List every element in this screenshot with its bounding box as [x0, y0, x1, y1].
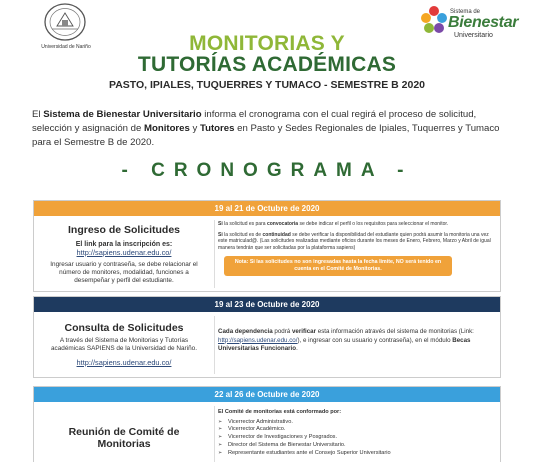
consulta-mid1: podrá — [272, 328, 292, 335]
rule-continuidad — [218, 232, 498, 252]
intro-tutores: Tutores — [199, 123, 235, 134]
block-title-comite: Reunión de Comité de Monitorias — [68, 426, 180, 450]
list-item: ➢ Director del Sistema de Bienestar Universitario. — [218, 442, 498, 450]
consulta-bold1: Cada dependencia — [218, 328, 273, 335]
consulta-mid2: esta información através del sistema de monitorias (Link: — [316, 328, 474, 335]
consulta-instructions — [218, 328, 498, 354]
intro-mid1: informa el cronograma con el cual regirá el proceso de solicitud, selección y asignación de — [32, 109, 477, 134]
block-desc-consulta: A través del Sistema de Monitorias y Tutorías académicas SAPIENS de la Universidad de Nariño. — [51, 337, 197, 352]
schedule-block-comite — [33, 386, 501, 462]
block-title-ingreso: Ingreso de Solicitudes — [67, 224, 181, 236]
sapiens-link-consulta[interactable]: http://sapiens.udenar.edu.co/ — [76, 358, 172, 367]
consulta-bold2: verificar — [291, 328, 317, 335]
link-label-ingreso: El link para la inscripción es: — [75, 241, 173, 248]
sapiens-link-ingreso[interactable]: http://sapiens.udenar.edu.co/ — [76, 248, 172, 257]
comite-members-list — [218, 419, 498, 458]
date-bar-comite: 22 al 26 de Octubre de 2020 — [34, 387, 500, 402]
intro-monitores: Monitores — [144, 123, 190, 134]
intro-pre: El — [32, 109, 44, 120]
rule2-post: se debe verificar la disponibilidad del estudiante quien podrá asumir la monitoria una vez este matriculad@. (Las solicitudes realizadas mediante oficios durante los meses de Enero, Febrero, Marzo y Abril de igual manera tendrán que ser solicitadas por la plataforma sapiens) — [218, 231, 491, 251]
date-bar-ingreso: 19 al 21 de Octubre de 2020 — [34, 201, 500, 216]
page-title-line2: TUTORÍAS ACADÉMICAS — [137, 53, 397, 76]
consulta-bold3: Becas Universitarias Funcionario — [218, 336, 471, 352]
rule2-bold: continuidad — [262, 231, 291, 238]
intro-paragraph — [32, 108, 502, 150]
rule1-bold: convocatoria — [266, 221, 299, 227]
rule1-post: se debe indicar el perfil o los requisitos para seleccionar el monitor. — [298, 221, 449, 227]
bienestar-sys-label: Sistema de — [450, 9, 481, 15]
university-name: Universidad de Nariño — [41, 44, 91, 50]
schedule-block-ingreso — [33, 200, 501, 292]
schedule-block-consulta — [33, 296, 501, 378]
comite-intro: El Comité de monitorias está conformado por: — [218, 409, 342, 415]
list-item: ➢ Vicerrector Académico. — [218, 426, 498, 434]
page-title-line1: MONITORIAS Y — [189, 32, 345, 55]
date-bar-consulta: 19 al 23 de Octubre de 2020 — [34, 297, 500, 312]
rule2-si: Si — [218, 231, 223, 238]
consulta-end: . — [296, 345, 298, 352]
consulta-inline-link[interactable]: http://sapiens.udenar.edu.co/ — [218, 336, 298, 344]
deadline-note: Nota: Si las solicitudes no son ingresadas hasta la fecha limite, NO será tenido en cuenta en el Comité de Monitorias. — [224, 256, 452, 276]
rule1-mid: la solicitud es para — [222, 221, 267, 227]
list-item: ➢ Vicerrector Administrativo. — [218, 419, 498, 427]
list-item: ➢ Vicerrector de Investigaciones y Posgrados. — [218, 434, 498, 442]
rule-convocatoria — [218, 221, 498, 228]
rule1-si: Si — [218, 221, 223, 227]
intro-post: en Pasto y Sedes Regionales de Ipiales, Tuquerres y Tumaco para el Semestre B de 2020. — [32, 123, 500, 148]
header — [0, 0, 534, 100]
bienestar-sub-label: Universitario — [454, 32, 493, 39]
block-desc-ingreso: Ingresar usuario y contraseña, se debe relacionar el número de monitores, modalidad, funciones a desempeñar y perfil del estudiante. — [50, 261, 198, 284]
bienestar-main-label: Bienestar — [448, 14, 519, 31]
list-item: ➢ Representante estudiantes ante el Consejo Superior Universitario — [218, 450, 498, 458]
block-title-consulta: Consulta de Solicitudes — [64, 322, 184, 334]
page-subtitle: PASTO, IPIALES, TUQUERRES Y TUMACO - SEMESTRE B 2020 — [108, 79, 426, 91]
cronograma-heading: - CRONOGRAMA - — [121, 160, 413, 181]
intro-system-name: Sistema de Bienestar Universitario — [43, 109, 202, 120]
rule2-mid: la solicitud es de — [222, 231, 263, 238]
intro-mid2: y — [189, 123, 200, 134]
consulta-mid3: ), e ingresar con su usuario y contraseña), en el módulo — [297, 336, 453, 344]
